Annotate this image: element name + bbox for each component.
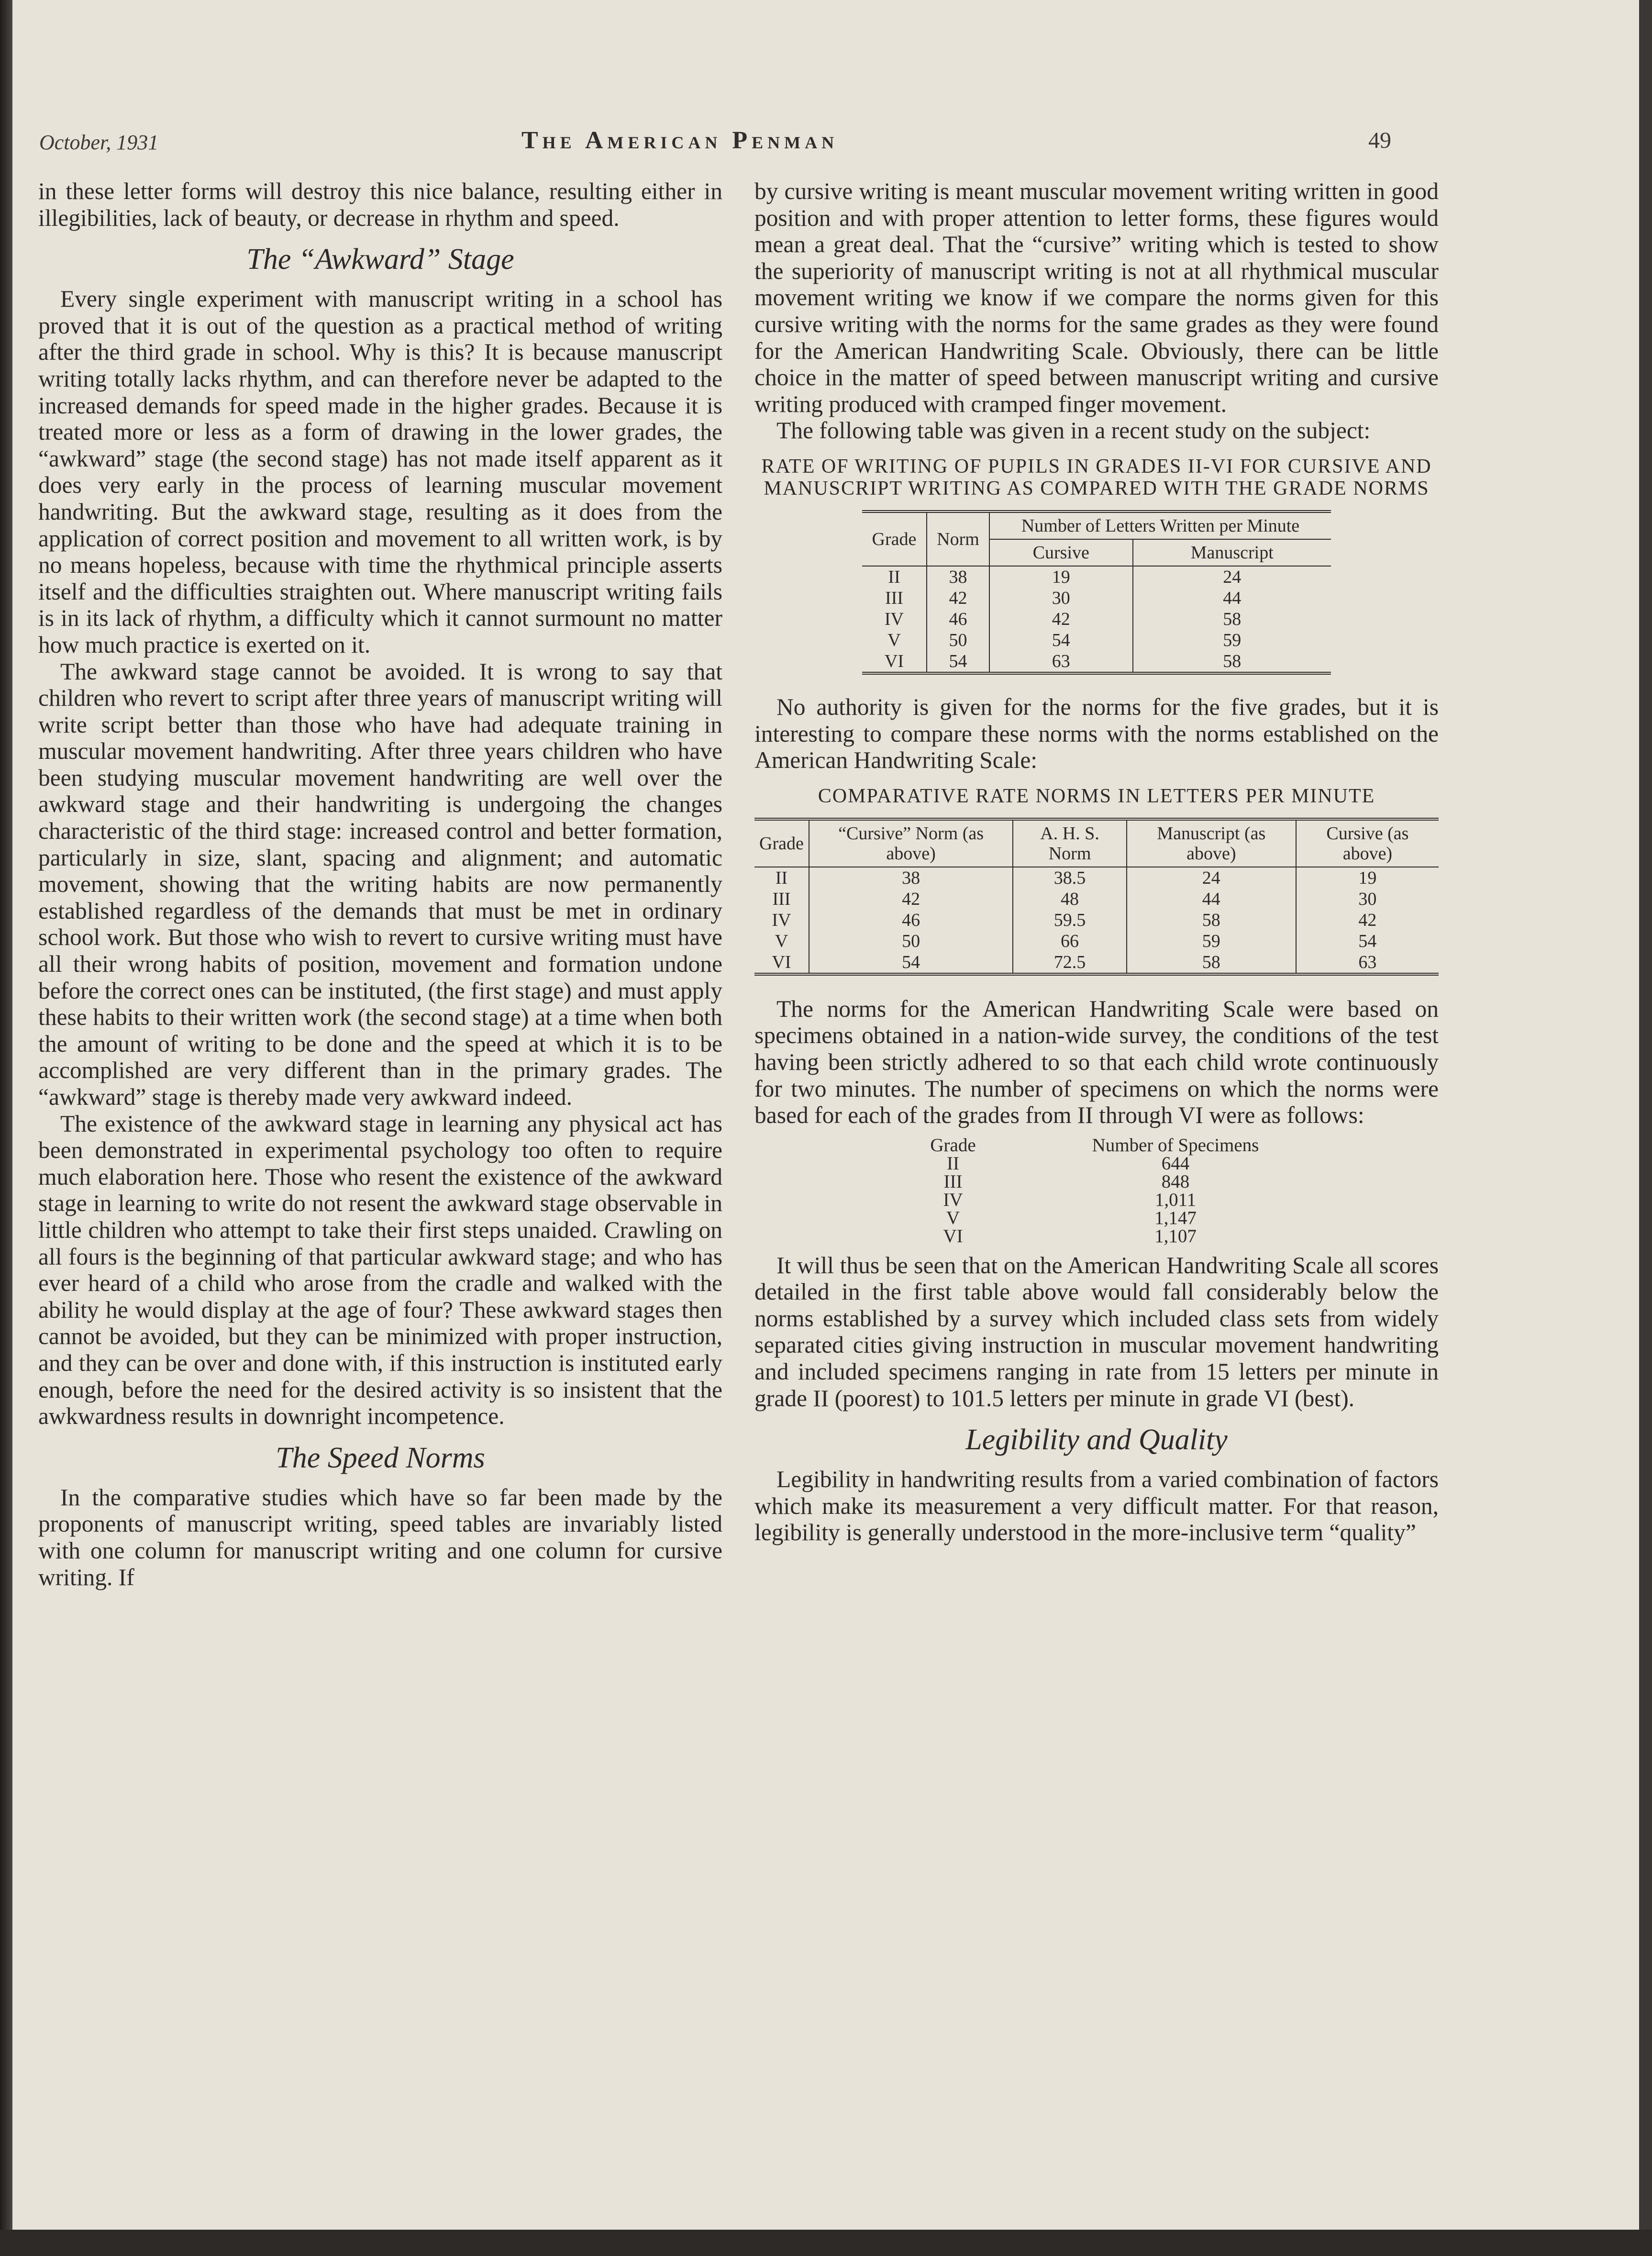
cell-grade: VI [754,952,809,974]
table-row [754,910,1439,931]
item-grade: III [943,1171,963,1192]
table-row [862,651,1331,673]
table2-caption: COMPARATIVE RATE NORMS IN LETTERS PER MINUTE [818,785,1375,807]
cell-grade: III [754,889,809,910]
cell-cursive: 42 [1296,910,1439,931]
item-grade: VI [943,1225,963,1246]
item-grade: IV [943,1189,963,1210]
item-grade: II [947,1153,959,1174]
cell-cursive: 63 [989,651,1132,673]
cell-ahs-norm: 48 [1013,889,1126,910]
section-heading-speed-norms: The Speed Norms [276,1441,485,1474]
item-number: 644 [1161,1153,1190,1174]
cell-grade: IV [754,910,809,931]
specimens-list [754,1136,1439,1245]
col-header-manuscript: Manuscript [1133,539,1331,566]
table1-caption: RATE OF WRITING OF PUPILS IN GRADES II-VI FOR CURSIVE AND MANUSCRIPT WRITING AS COMPARED WITH THE GRADE NORMS [761,455,1432,500]
item-number: 1,107 [1154,1225,1197,1246]
paragraph: It will thus be seen that on the American Handwriting Scale all scores detailed in the first table above would fall considerably below the norms established by a survey which included class sets from widely separated cities giving instruction in muscular movement handwriting and included specimens ranging in rate from 15 letters per minute in grade II (poorest) to 101.5 letters per minute in grade VI (best). [754,1252,1439,1411]
cell-ahs-norm: 59.5 [1013,910,1126,931]
item-number: 1,147 [1154,1207,1197,1228]
item-number: 1,011 [1154,1189,1197,1210]
item-number: 848 [1161,1171,1190,1192]
list-item [754,1209,1439,1227]
cell-cursive: 30 [1296,889,1439,910]
comparative-rate-norms-table [754,818,1439,976]
left-column [38,178,722,1590]
scan-border [0,2230,1652,2256]
cell-manuscript: 24 [1127,867,1296,889]
cell-manuscript: 44 [1127,889,1296,910]
cell-grade: III [862,588,927,609]
cell-grade: V [862,630,927,651]
col-header-grade: Grade [754,819,809,867]
cell-manuscript: 58 [1127,952,1296,974]
cell-cursive-norm: 50 [809,931,1013,952]
paragraph: The following table was given in a recent study on the subject: [776,417,1371,444]
cell-norm: 50 [927,630,989,651]
cell-cursive-norm: 42 [809,889,1013,910]
table-row [862,630,1331,651]
page-number: 49 [1368,128,1391,153]
col-header-grade: Grade [862,511,927,566]
cell-norm: 42 [927,588,989,609]
cell-cursive: 30 [989,588,1132,609]
cell-grade: II [754,867,809,889]
col-header-letters-per-minute: Number of Letters Written per Minute [989,511,1331,539]
col-header-norm: Norm [927,511,989,566]
table-row [754,867,1439,889]
list-item [754,1173,1439,1191]
cell-manuscript: 59 [1133,630,1331,651]
col-header-cursive-norm: “Cursive” Norm (as above) [809,819,1013,867]
rate-of-writing-table [862,510,1331,675]
cell-manuscript: 24 [1133,566,1331,588]
section-heading-legibility-quality: Legibility and Quality [965,1423,1228,1456]
list-header-grade: Grade [930,1134,976,1156]
cell-grade: IV [862,609,927,630]
cell-norm: 38 [927,566,989,588]
issue-date: October, 1931 [39,131,159,154]
cell-grade: VI [862,651,927,673]
running-title: The American Penman [521,127,839,154]
cell-cursive-norm: 38 [809,867,1013,889]
book-gutter [0,0,12,2256]
col-header-cursive: Cursive [989,539,1132,566]
section-heading-awkward-stage: The “Awkward” Stage [246,243,514,276]
table-row [862,609,1331,630]
item-grade: V [946,1207,960,1228]
cell-cursive: 63 [1296,952,1439,974]
right-column [754,178,1439,1546]
col-header-cursive: Cursive (as above) [1296,819,1439,867]
cell-grade: II [862,566,927,588]
paragraph: in these letter forms will destroy this nice balance, resulting either in illegibilities, lack of beauty, or decrease in rhythm and speed. [38,178,722,231]
list-header [754,1136,1439,1155]
cell-norm: 46 [927,609,989,630]
cell-cursive: 19 [1296,867,1439,889]
table-row [862,566,1331,588]
list-item [754,1191,1439,1209]
paragraph: Every single experiment with manuscript writing in a school has proved that it is out of the question as a practical method of writing after the third grade in school. Why is this? It is because manuscript writing totally lacks rhythm, and can therefore never be adapted to the increased demands for speed made in the higher grades. Because it is treated more or less as a form of drawing in the lower grades, the “awkward” stage (the second stage) has not made itself apparent as it does very early in the process of learning muscular movement handwriting. But the awkward stage, resulting as it does from the application of correct position and movement to all written work, is by no means hopeless, because with time the rhythmical principle asserts itself and the difficulties straighten out. Where manuscript writing fails is in its lack of rhythm, a difficulty which it cannot surmount no matter how much practice is exerted on it. [38,286,722,658]
list-header-number: Number of Specimens [1092,1134,1259,1156]
table-row [754,931,1439,952]
cell-cursive: 42 [989,609,1132,630]
paragraph: The existence of the awkward stage in learning any physical act has been demonstrated in experimental psychology too often to require much elaboration here. Those who resent the existence of the awkward stage in learning to write do not resent the awkward stage observable in little children who attempt to take their first steps unaided. Crawling on all fours is the beginning of that particular awkward stage; and who has ever heard of a child who arose from the cradle and walked with the ability he would display at the age of four? These awkward stages then cannot be avoided, but they can be minimized with proper instruction, and they can be over and done with, if this instruction is instituted early enough, before the need for the desired activity is so insistent that the awkwardness results in downright incompetence. [38,1110,722,1430]
cell-cursive: 19 [989,566,1132,588]
list-item [754,1155,1439,1173]
cell-manuscript: 58 [1133,651,1331,673]
cell-manuscript: 44 [1133,588,1331,609]
table-row [754,952,1439,974]
cell-cursive: 54 [1296,931,1439,952]
list-item [754,1227,1439,1245]
cell-manuscript: 59 [1127,931,1296,952]
cell-cursive-norm: 46 [809,910,1013,931]
paragraph: In the comparative studies which have so far been made by the proponents of manuscript writing, speed tables are invariably listed with one column for manuscript writing and one column for cursive writing. If [38,1484,722,1590]
paragraph: No authority is given for the norms for the five grades, but it is interesting to compare these norms with the norms established on the American Handwriting Scale: [754,693,1439,774]
paragraph: Legibility in handwriting results from a varied combination of factors which make its measurement a very difficult matter. For that reason, legibility is generally understood in the more-inclusive term “quality” [754,1466,1439,1546]
cell-manuscript: 58 [1127,910,1296,931]
cell-ahs-norm: 72.5 [1013,952,1126,974]
paragraph: The norms for the American Handwriting Scale were based on specimens obtained in a nation-wide survey, the conditions of the test having been strictly adhered to so that each child wrote continuously for two minutes. The number of specimens on which the norms were based for each of the grades from II through VI were as follows: [754,995,1439,1129]
table-row [754,889,1439,910]
cell-ahs-norm: 66 [1013,931,1126,952]
cell-norm: 54 [927,651,989,673]
col-header-manuscript: Manuscript (as above) [1127,819,1296,867]
col-header-ahs-norm: A. H. S. Norm [1013,819,1126,867]
cell-cursive-norm: 54 [809,952,1013,974]
paragraph: by cursive writing is meant muscular movement writing written in good position and with proper attention to letter forms, these figures would mean a great deal. That the “cursive” writing which is tested to show the superiority of manuscript writing is not at all rhythmical muscular movement writing we know if we compare the norms given for this cursive writing with the norms for the same grades as they were found for the American Handwriting Scale. Obviously, there can be little choice in the matter of speed between manuscript writing and cursive writing produced with cramped finger movement. [754,178,1439,417]
cell-grade: V [754,931,809,952]
cell-cursive: 54 [989,630,1132,651]
paragraph: The awkward stage cannot be avoided. It is wrong to say that children who revert to script after three years of manuscript writing will write script better than those who have had adequate training in muscular movement handwriting. After three years children who have been studying muscular movement handwriting are well over the awkward stage and their handwriting is undergoing the changes characteristic of the third stage: increased control and better formation, particularly in size, slant, spacing and alignment; and automatic movement, showing that the writing habits are now permanently established regardless of the demands that must be met in ordinary school work. But those who wish to revert to cursive writing must have all their wrong habits of position, movement and formation undone before the correct ones can be instituted, (the first stage) and must apply these habits to their written work (the second stage) at a time when both the amount of writing to be done and the speed at which it is to be accomplished are very different than in the primary grades. The “awkward” stage is thereby made very awkward indeed. [38,658,722,1110]
cell-manuscript: 58 [1133,609,1331,630]
table-row [862,588,1331,609]
cell-ahs-norm: 38.5 [1013,867,1126,889]
